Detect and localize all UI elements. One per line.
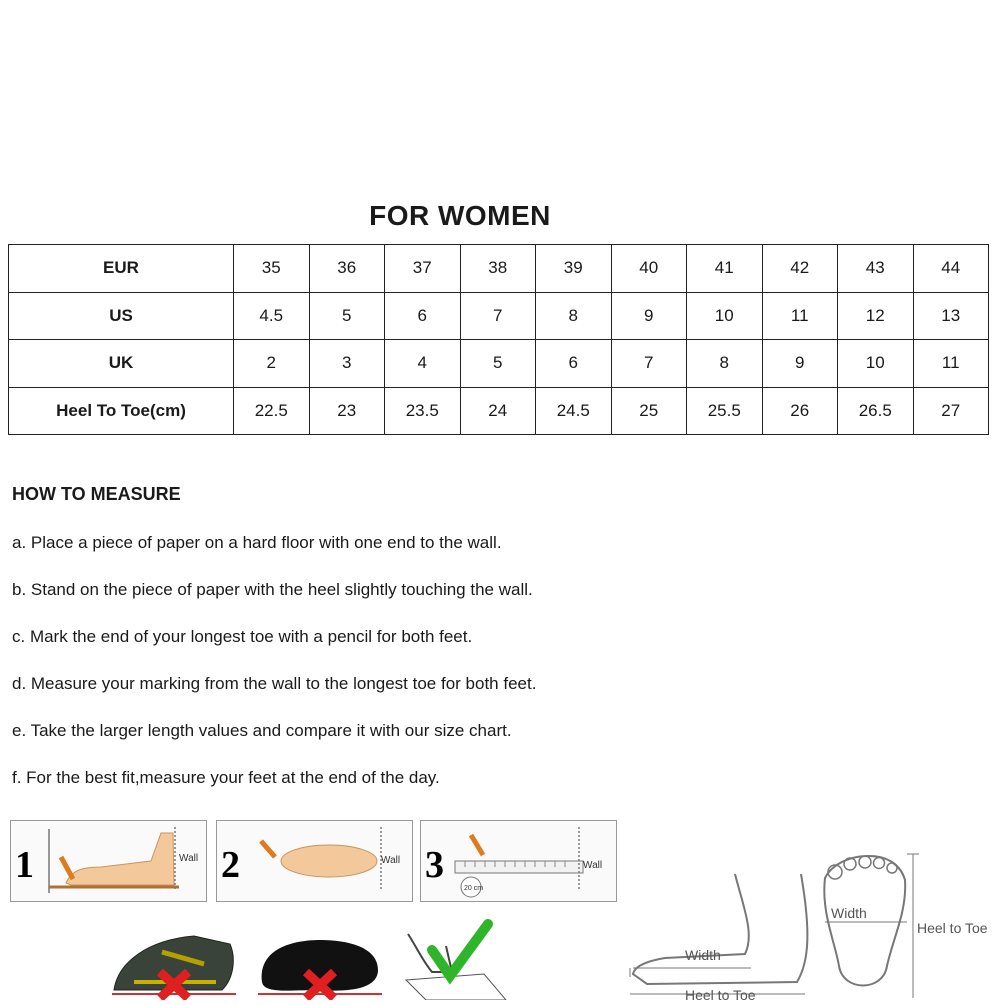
size-cell: 38 (460, 245, 536, 293)
size-cell: 35 (234, 245, 310, 293)
size-cell: 23.5 (385, 387, 461, 435)
ruler-measure-illustration (421, 821, 616, 901)
step-d: d. Measure your marking from the wall to the longest toe for both feet. (12, 674, 537, 693)
ruler-badge: 20 cm (464, 885, 484, 892)
size-cell: 25.5 (687, 387, 763, 435)
size-cell: 4.5 (234, 292, 310, 340)
size-cell: 7 (611, 340, 687, 388)
wall-label: Wall (179, 853, 199, 864)
size-cell: 24.5 (536, 387, 612, 435)
size-cell: 2 (234, 340, 310, 388)
size-row-label: EUR (9, 245, 234, 293)
foot-dimensions-diagram (625, 842, 1000, 1000)
size-cell: 5 (309, 292, 385, 340)
how-to-measure-heading: HOW TO MEASURE (12, 484, 181, 504)
wrong-insole-illustration (250, 918, 390, 1000)
size-cell: 5 (460, 340, 536, 388)
correct-foot-on-paper-illustration (396, 916, 526, 1000)
foot-top-illustration (217, 821, 412, 901)
size-row-3 (9, 387, 989, 435)
check-icon (432, 924, 488, 976)
size-cell: 6 (385, 292, 461, 340)
size-row-label: US (9, 292, 234, 340)
step-e: e. Take the larger length values and compare it with our size chart. (12, 721, 512, 740)
size-cell: 36 (309, 245, 385, 293)
top-heel-to-toe-label: Heel to Toe (917, 920, 988, 936)
size-cell: 22.5 (234, 387, 310, 435)
size-cell: 9 (611, 292, 687, 340)
size-cell: 26 (762, 387, 838, 435)
size-cell: 6 (536, 340, 612, 388)
size-cell: 42 (762, 245, 838, 293)
size-cell: 25 (611, 387, 687, 435)
size-row-label: UK (9, 340, 234, 388)
size-cell: 8 (687, 340, 763, 388)
step-a: a. Place a piece of paper on a hard floor with one end to the wall. (12, 533, 502, 552)
step-b: b. Stand on the piece of paper with the heel slightly touching the wall. (12, 580, 533, 599)
size-cell: 39 (536, 245, 612, 293)
step-f: f. For the best fit,measure your feet at the end of the day. (12, 768, 440, 787)
size-cell: 24 (460, 387, 536, 435)
size-row-label: Heel To Toe(cm) (9, 387, 234, 435)
size-cell: 26.5 (838, 387, 914, 435)
size-row-1 (9, 292, 989, 340)
size-cell: 3 (309, 340, 385, 388)
size-cell: 37 (385, 245, 461, 293)
panel-number: 1 (15, 844, 34, 886)
measure-panel-2 (216, 820, 413, 902)
size-cell: 4 (385, 340, 461, 388)
step-c: c. Mark the end of your longest toe with a pencil for both feet. (12, 627, 473, 646)
side-width-label: Width (685, 947, 721, 963)
size-row-2 (9, 340, 989, 388)
wrong-shoe-illustration (104, 918, 244, 1000)
size-cell: 10 (687, 292, 763, 340)
size-cell: 44 (913, 245, 989, 293)
size-cell: 40 (611, 245, 687, 293)
size-cell: 23 (309, 387, 385, 435)
size-cell: 11 (762, 292, 838, 340)
size-chart-title: FOR WOMEN (369, 200, 551, 231)
size-table (8, 244, 989, 435)
size-cell: 8 (536, 292, 612, 340)
size-cell: 43 (838, 245, 914, 293)
size-cell: 12 (838, 292, 914, 340)
size-cell: 13 (913, 292, 989, 340)
size-row-0 (9, 245, 989, 293)
size-cell: 27 (913, 387, 989, 435)
measure-panel-3 (420, 820, 617, 902)
side-heel-to-toe-label: Heel to Toe (685, 987, 756, 1000)
top-width-label: Width (831, 905, 867, 921)
foot-against-wall-illustration (11, 821, 206, 901)
panel-number: 3 (425, 844, 444, 886)
size-cell: 7 (460, 292, 536, 340)
size-cell: 10 (838, 340, 914, 388)
measure-panel-1 (10, 820, 207, 902)
size-cell: 11 (913, 340, 989, 388)
wall-label: Wall (381, 855, 401, 866)
panel-number: 2 (221, 844, 240, 886)
size-cell: 9 (762, 340, 838, 388)
size-cell: 41 (687, 245, 763, 293)
wall-label: Wall (583, 860, 603, 871)
